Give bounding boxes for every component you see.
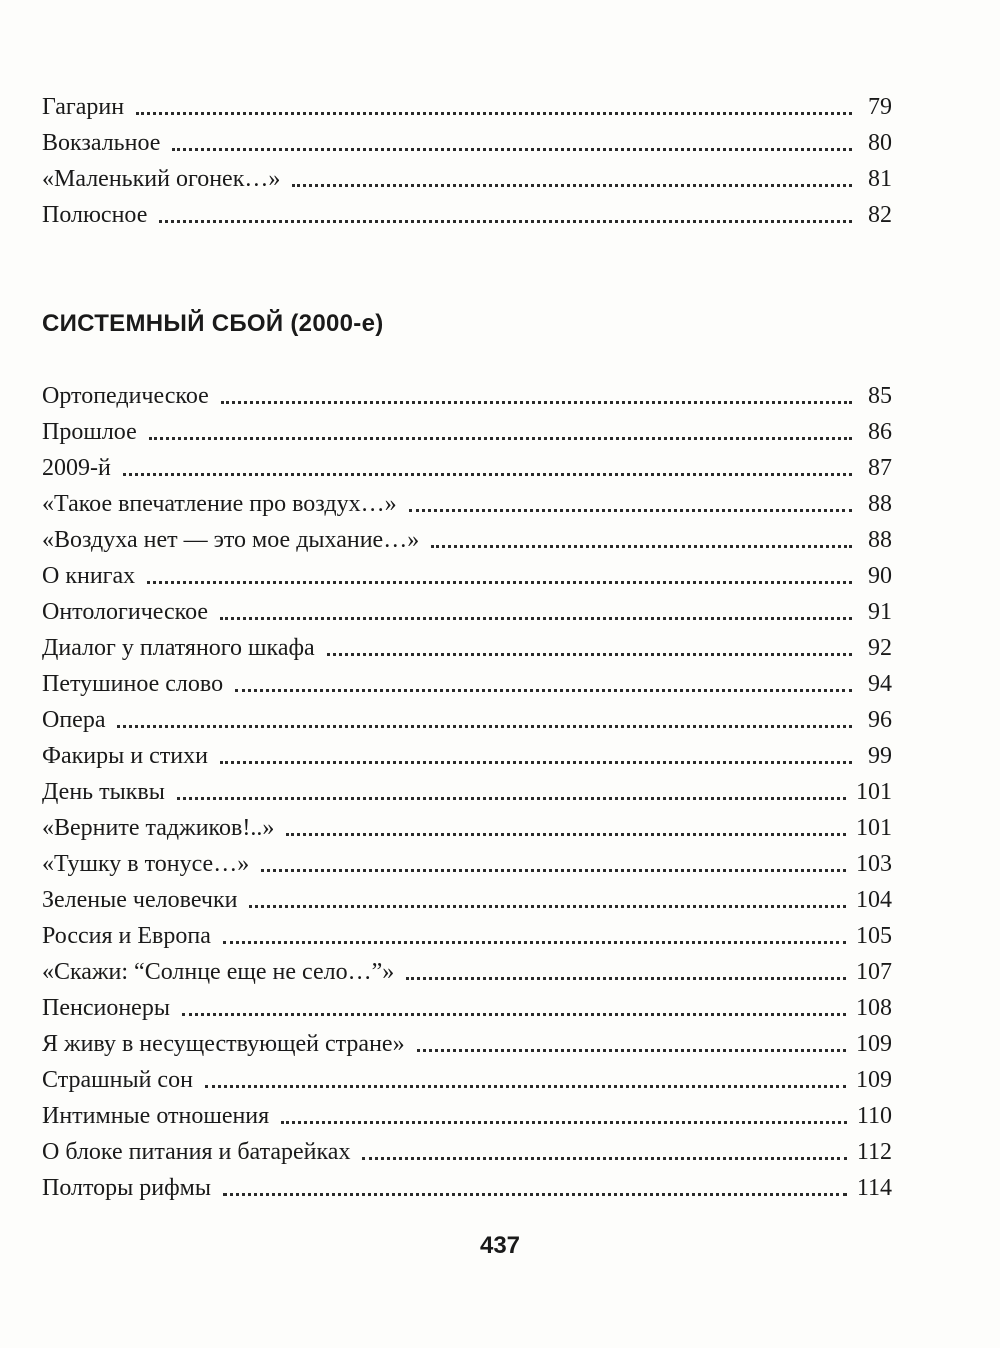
toc-entry — [42, 917, 892, 951]
toc-entry-page: 114 — [856, 1175, 892, 1201]
toc-entry-page: 108 — [856, 995, 892, 1021]
toc-entry-title: День тыквы — [42, 779, 165, 805]
toc-entry-title: Онтологическое — [42, 599, 209, 625]
toc-entry-page: 91 — [868, 599, 892, 625]
toc-entry-title: Интимные отношения — [42, 1103, 270, 1129]
dot-leader — [149, 437, 852, 440]
toc-entry — [42, 521, 892, 555]
toc-entry — [42, 1133, 892, 1167]
dot-leader — [431, 545, 852, 548]
toc-entry — [42, 845, 892, 879]
toc-entry — [42, 1061, 892, 1095]
toc-entry-page: 107 — [856, 959, 892, 985]
dot-leader — [235, 689, 852, 692]
toc-entry-title: Полторы рифмы — [42, 1175, 211, 1201]
toc-entry — [42, 953, 892, 987]
toc-entry-page: 81 — [868, 166, 892, 192]
dot-leader — [136, 112, 852, 115]
toc-entry-page: 85 — [868, 383, 892, 409]
toc-entry — [42, 124, 892, 158]
dot-leader — [123, 473, 852, 476]
toc-entry-title: Гагарин — [42, 94, 125, 120]
toc-entry — [42, 88, 892, 122]
toc-entry — [42, 665, 892, 699]
toc-entry-page: 110 — [856, 1103, 892, 1129]
dot-leader — [159, 220, 852, 223]
toc-entry — [42, 485, 892, 519]
toc-entry-title: Я живу в несуществующей стране» — [42, 1031, 405, 1057]
dot-leader — [327, 653, 852, 656]
toc-entry-title: Страшный сон — [42, 1067, 193, 1093]
dot-leader — [223, 941, 846, 944]
dot-leader — [223, 1193, 847, 1196]
toc-entry-page: 88 — [868, 491, 892, 517]
toc-entry-title: «Воздуха нет — это мое дыхание…» — [42, 527, 420, 553]
dot-leader — [362, 1157, 846, 1160]
dot-leader — [220, 617, 852, 620]
dot-leader — [205, 1085, 846, 1088]
toc-entry-title: «Скажи: “Солнце еще не село…”» — [42, 959, 395, 985]
toc-entry — [42, 1097, 892, 1131]
dot-leader — [417, 1049, 846, 1052]
toc-entry-title: Прошлое — [42, 419, 137, 445]
toc-entry — [42, 629, 892, 663]
toc-entry-page: 104 — [856, 887, 892, 913]
page-number: 437 — [479, 1232, 521, 1259]
dot-leader — [409, 509, 852, 512]
toc-entry-title: «Такое впечатление про воздух…» — [42, 491, 397, 517]
toc-entry — [42, 160, 892, 194]
toc-entry-page: 105 — [856, 923, 892, 949]
section-heading: СИСТЕМНЫЙ СБОЙ (2000-е) — [42, 310, 384, 337]
dot-leader — [220, 761, 852, 764]
toc-entry — [42, 773, 892, 807]
toc-entry — [42, 737, 892, 771]
toc-entry-page: 101 — [856, 779, 892, 805]
toc-entry-title: Диалог у платяного шкафа — [42, 635, 315, 661]
toc-entry-title: Ортопедическое — [42, 383, 209, 409]
dot-leader — [261, 869, 846, 872]
toc-entry-page: 88 — [868, 527, 892, 553]
toc-entry-page: 87 — [868, 455, 892, 481]
toc-entry — [42, 1025, 892, 1059]
dot-leader — [117, 725, 852, 728]
toc-entry — [42, 196, 892, 230]
toc-entry-title: «Маленький огонек…» — [42, 166, 281, 192]
toc-entry-title: Полюсное — [42, 202, 148, 228]
toc-entry — [42, 989, 892, 1023]
toc-entry-page: 82 — [868, 202, 892, 228]
toc-entry-title: 2009-й — [42, 455, 111, 481]
dot-leader — [292, 184, 852, 187]
toc-entry — [42, 593, 892, 627]
toc-entry-title: О блоке питания и батарейках — [42, 1139, 351, 1165]
toc-entry-page: 94 — [868, 671, 892, 697]
toc-entry-title: Петушиное слово — [42, 671, 224, 697]
toc-entry — [42, 701, 892, 735]
toc-entry-page: 79 — [868, 94, 892, 120]
toc-entry — [42, 1169, 892, 1203]
toc-entry-title: «Верните таджиков!..» — [42, 815, 275, 841]
toc-entry-page: 80 — [868, 130, 892, 156]
toc-entry-title: Россия и Европа — [42, 923, 211, 949]
toc-entry-title: Вокзальное — [42, 130, 161, 156]
toc-entry-page: 99 — [868, 743, 892, 769]
toc-entry-page: 92 — [868, 635, 892, 661]
toc-entry-title: Пенсионеры — [42, 995, 170, 1021]
dot-leader — [172, 148, 852, 151]
toc-entry-page: 109 — [856, 1067, 892, 1093]
toc-entry — [42, 809, 892, 843]
dot-leader — [221, 401, 852, 404]
toc-entry-page: 103 — [856, 851, 892, 877]
dot-leader — [182, 1013, 846, 1016]
toc-entry-title: О книгах — [42, 563, 136, 589]
toc-entry — [42, 413, 892, 447]
toc-entry-page: 90 — [868, 563, 892, 589]
toc-entry-title: Опера — [42, 707, 106, 733]
dot-leader — [406, 977, 846, 980]
dot-leader — [249, 905, 846, 908]
toc-entry-page: 112 — [856, 1139, 892, 1165]
dot-leader — [281, 1121, 847, 1124]
toc-entry-page: 86 — [868, 419, 892, 445]
toc-entry — [42, 449, 892, 483]
toc-entry-page: 109 — [856, 1031, 892, 1057]
dot-leader — [147, 581, 852, 584]
dot-leader — [177, 797, 846, 800]
toc-entry-page: 101 — [856, 815, 892, 841]
toc-entry — [42, 557, 892, 591]
toc-entry — [42, 881, 892, 915]
toc-entry — [42, 377, 892, 411]
toc-entry-page: 96 — [868, 707, 892, 733]
toc-entry-title: Факиры и стихи — [42, 743, 208, 769]
toc-entry-title: «Тушку в тонусе…» — [42, 851, 250, 877]
dot-leader — [286, 833, 846, 836]
toc-entry-title: Зеленые человечки — [42, 887, 238, 913]
